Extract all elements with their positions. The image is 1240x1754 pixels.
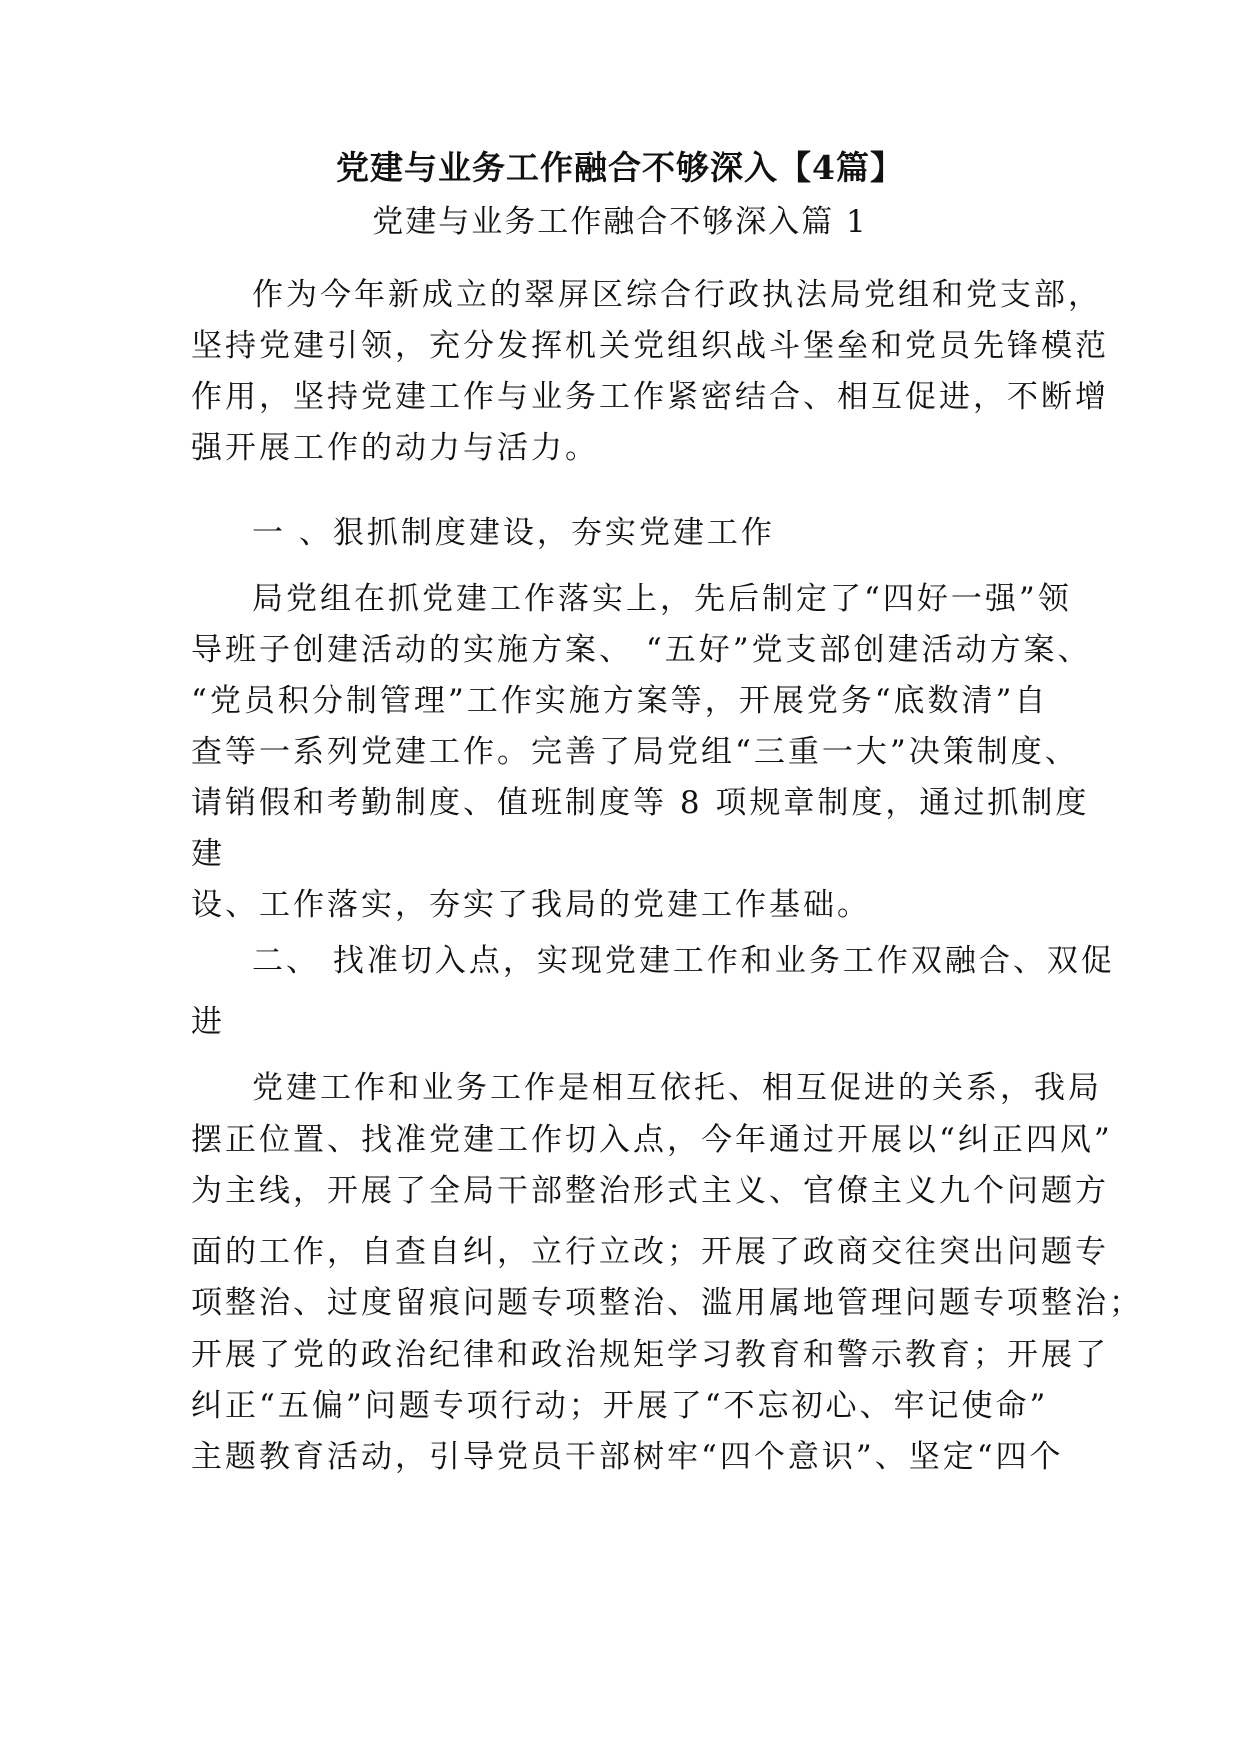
paragraph-line: 作用，坚持党建工作与业务工作紧密结合、相互促进，不断增 xyxy=(191,379,1109,415)
paragraph-line: 摆正位置、找准党建工作切入点，今年通过开展以“纠正四风” xyxy=(191,1122,1113,1158)
paragraph-line: 党建工作和业务工作是相互依托、相互促进的关系，我局 xyxy=(252,1070,1102,1106)
document-title: 党建与业务工作融合不够深入【4篇】 xyxy=(336,148,904,187)
paragraph-line: 作为今年新成立的翠屏区综合行政执法局党组和党支部， xyxy=(252,277,1102,313)
paragraph-line: 查等一系列党建工作。完善了局党组“三重一大”决策制度、 xyxy=(191,734,1079,770)
section-heading: 二、 找准切入点，实现党建工作和业务工作双融合、双促 xyxy=(252,943,1115,979)
section-heading: 一 、狠抓制度建设，夯实党建工作 xyxy=(252,515,775,551)
paragraph-line: 主题教育活动，引导党员干部树牢“四个意识”、坚定“四个 xyxy=(191,1439,1064,1475)
paragraph-line: 纠正“五偏”问题专项行动；开展了“不忘初心、牢记使命” xyxy=(191,1388,1049,1424)
paragraph-line: 建 xyxy=(191,836,225,872)
paragraph-line: 请销假和考勤制度、值班制度等 8 项规章制度，通过抓制度 xyxy=(191,785,1090,821)
paragraph-line: 设、工作落实，夯实了我局的党建工作基础。 xyxy=(191,887,871,923)
paragraph-line: “党员积分制管理”工作实施方案等，开展党务“底数清”自 xyxy=(191,683,1049,719)
paragraph-line: 强开展工作的动力与活力。 xyxy=(191,430,599,466)
paragraph-line: 导班子创建活动的实施方案、 “五好”党支部创建活动方案、 xyxy=(191,632,1092,668)
paragraph-line: 面的工作，自查自纠，立行立改；开展了政商交往突出问题专 xyxy=(191,1234,1109,1270)
paragraph-line: 局党组在抓党建工作落实上，先后制定了“四好一强”领 xyxy=(252,581,1072,617)
paragraph-line: 开展了党的政治纪律和政治规矩学习教育和警示教育；开展了 xyxy=(191,1337,1109,1373)
section-heading-continued: 进 xyxy=(191,1004,225,1040)
paragraph-line: 坚持党建引领，充分发挥机关党组织战斗堡垒和党员先锋模范 xyxy=(191,328,1109,364)
document-subtitle: 党建与业务工作融合不够深入篇 1 xyxy=(372,204,868,240)
paragraph-line: 为主线，开展了全局干部整治形式主义、官僚主义九个问题方 xyxy=(191,1173,1109,1209)
paragraph-line: 项整治、过度留痕问题专项整治、滥用属地管理问题专项整治； xyxy=(191,1285,1143,1321)
